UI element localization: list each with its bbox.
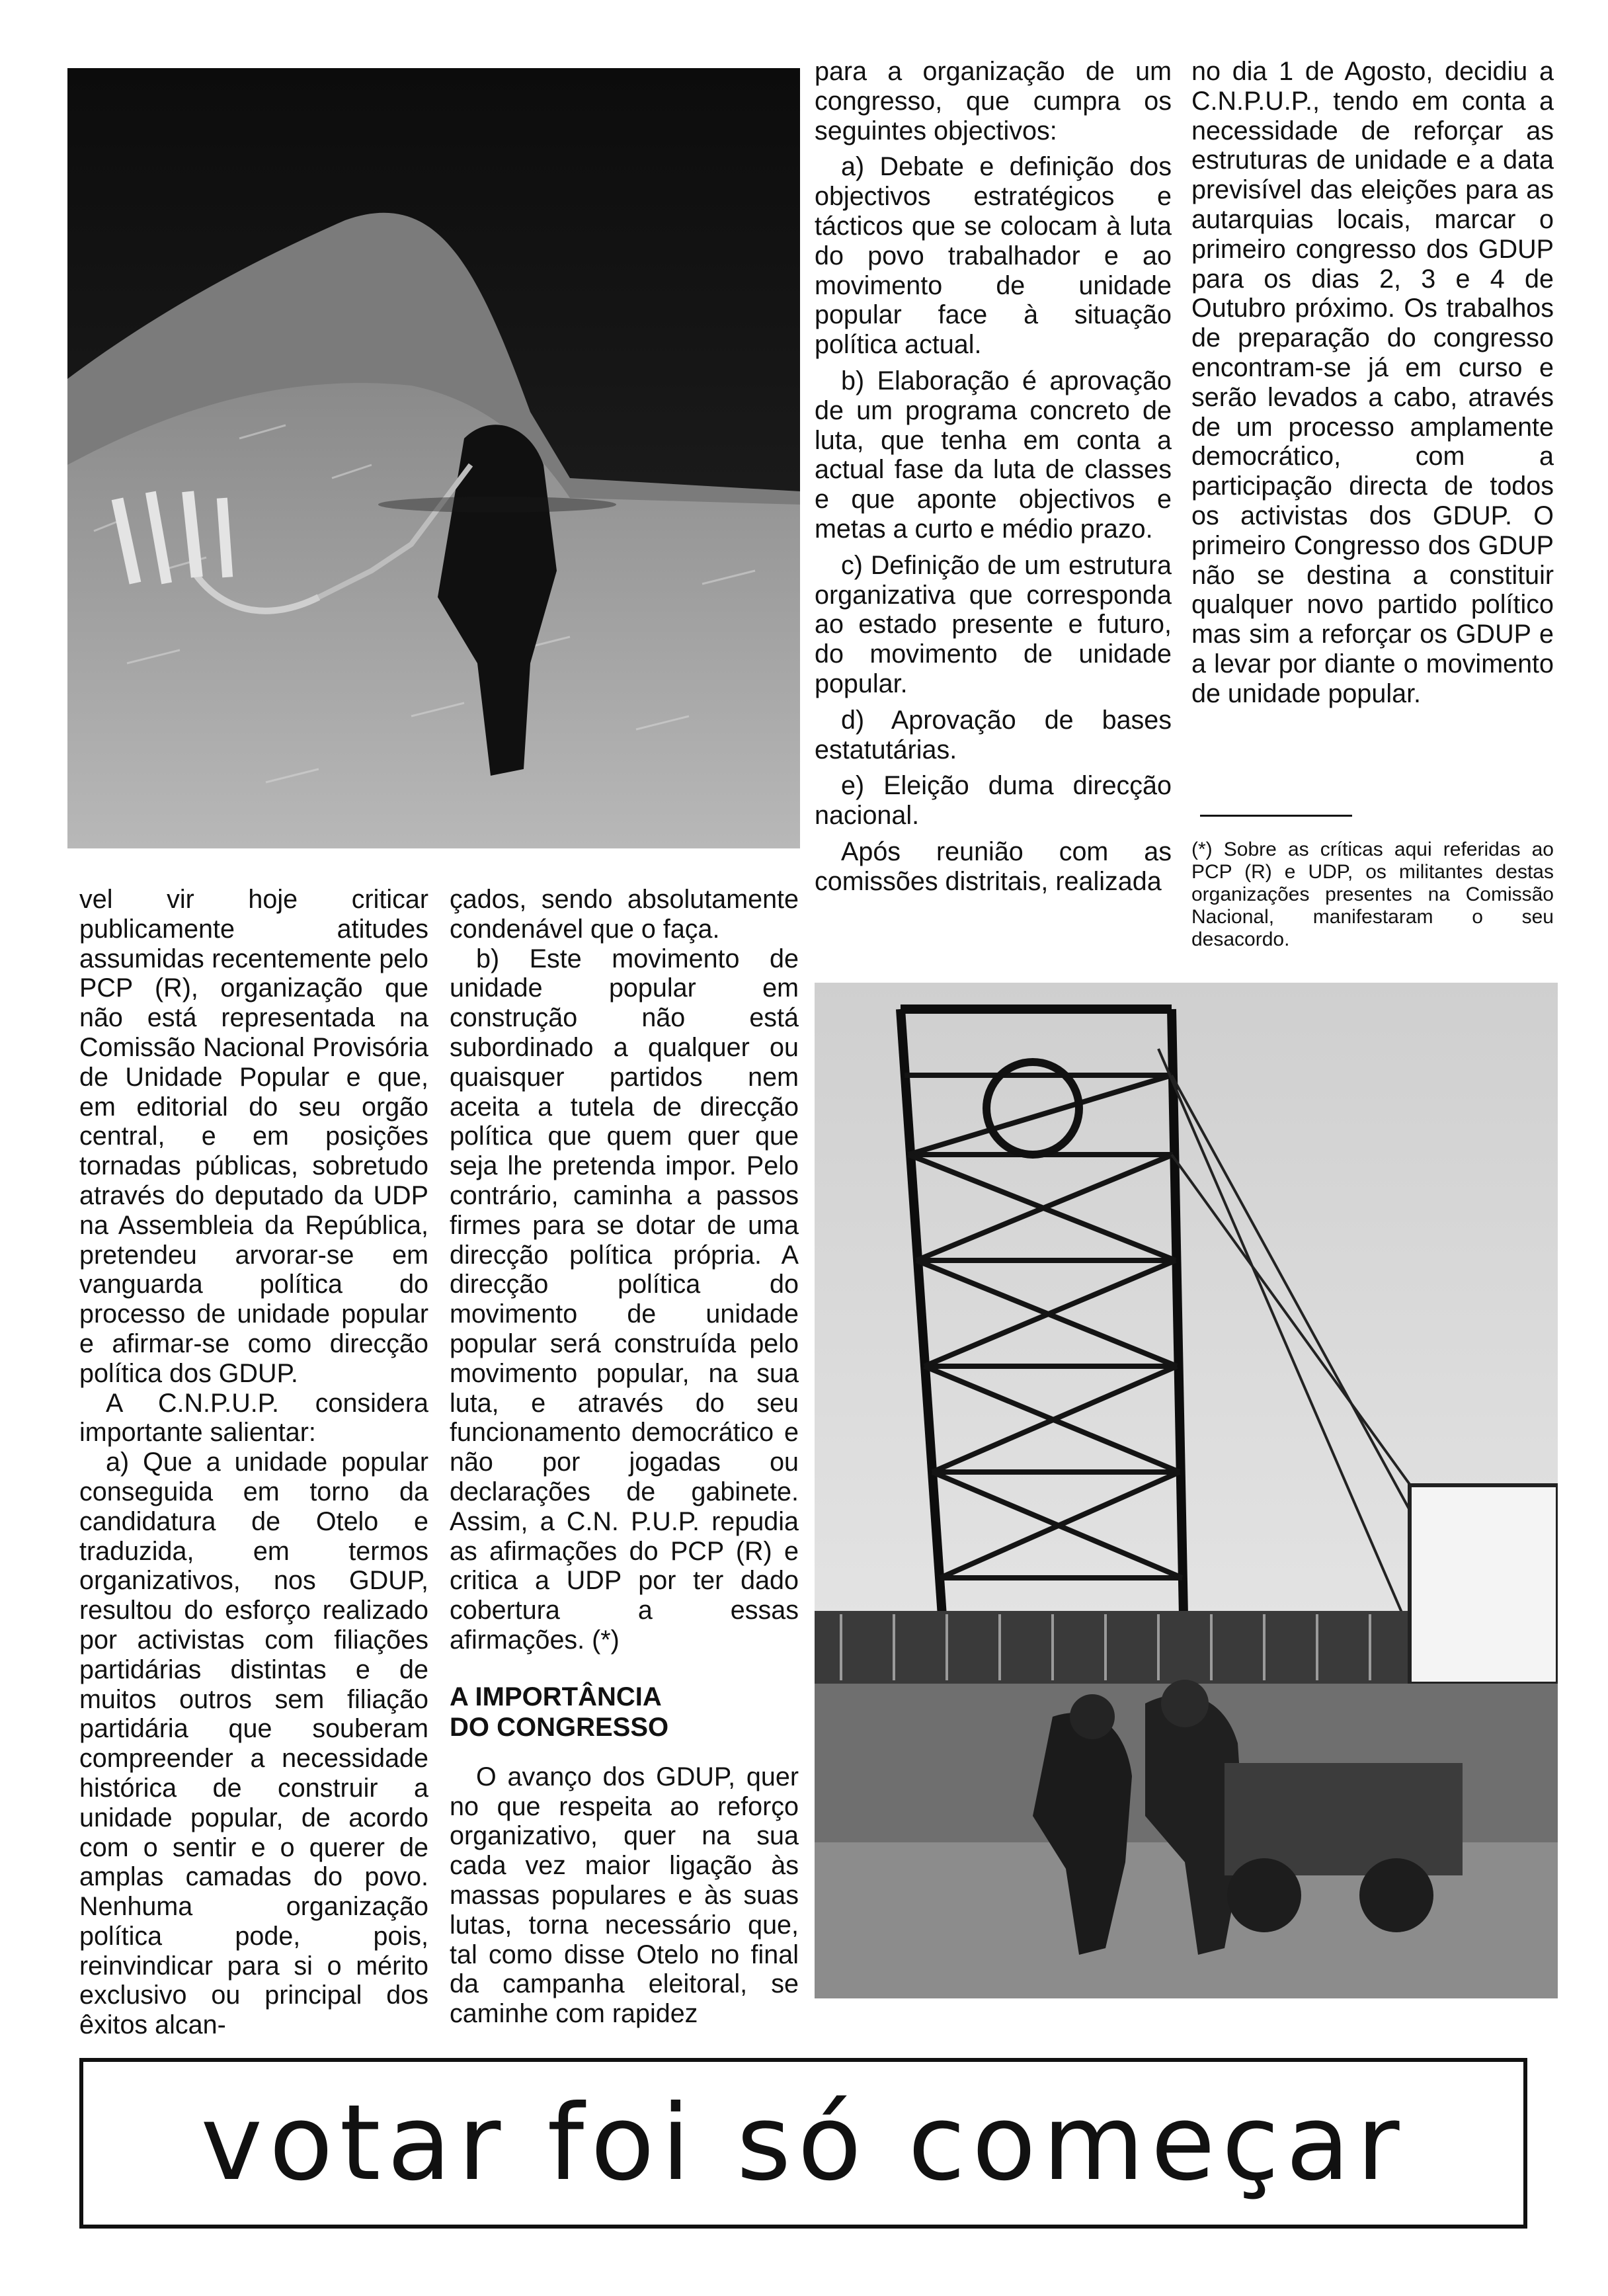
section-heading bbox=[450, 1682, 799, 1742]
mine-headframe-photo bbox=[815, 983, 1558, 1998]
paragraph: vel vir hoje criticar publicamente atitudes assumidas recentemente pelo PCP (R), organização que não está representada na Comissão Nacional Provisória de Unidade Popular e que, em editorial do seu orgão central, e em posições tornadas públicas, sobretudo através do deputado da UDP na Assembleia da República, pretendeu arvorar-se em vanguarda política do processo de unidade popular e afirmar-se como direcção política dos GDUP. bbox=[79, 885, 428, 1388]
paragraph: para a organização de um congresso, que cumpra os seguintes objectivos: bbox=[815, 57, 1172, 145]
footnote: (*) Sobre as críticas aqui referidas ao PCP (R) e UDP, os militantes destas organizações presentes na Comissão Nacional, manifestaram o seu desacordo. bbox=[1191, 839, 1554, 950]
slogan-text: votar foi só começar bbox=[200, 2082, 1406, 2204]
objective-a: a) Debate e definição dos objectivos estratégicos e tácticos que se colocam à luta do povo trabalhador e ao movimento de unidade popular face à situação política actual. bbox=[815, 152, 1172, 360]
article-column-4-top bbox=[1191, 57, 1554, 709]
section-heading-line-1: A IMPORTÂNCIA bbox=[450, 1682, 662, 1711]
objective-b: b) Elaboração é aprovação de um programa concreto de luta, que tenha em conta a actual fase da luta de classes e que aponte objectivos e metas a curto e médio prazo. bbox=[815, 366, 1172, 544]
paragraph: Após reunião com as comissões distritais, realizada bbox=[815, 837, 1172, 896]
paragraph: çados, sendo absolutamente condenável que o faça. bbox=[450, 885, 799, 944]
field-worker-photo bbox=[67, 68, 800, 848]
article-column-1 bbox=[79, 885, 428, 2040]
paragraph: no dia 1 de Agosto, decidiu a C.N.P.U.P., tendo em conta a necessidade de reforçar as estruturas de unidade e a data previsível das eleições para as autarquias locais, marcar o primeiro congresso dos GDUP para os dias 2, 3 e 4 de Outubro próximo. Os trabalhos de preparação do congresso encontram-se já em curso e serão levados a cabo, através de um processo amplamente democrático, com a participação directa de todos os activistas dos GDUP. O primeiro Congresso dos GDUP não se destina a constituir qualquer novo partido político mas sim a reforçar os GDUP e a levar por diante o movimento de unidade popular. bbox=[1191, 57, 1554, 708]
paragraph: A C.N.P.U.P. considera importante salientar: bbox=[79, 1388, 428, 1448]
article-column-3-top bbox=[815, 57, 1172, 897]
objective-c: c) Definição de um estrutura organizativa que corresponda ao estado presente e futuro, do movimento de unidade popular. bbox=[815, 550, 1172, 698]
paragraph: O avanço dos GDUP, quer no que respeita ao reforço organizativo, quer na sua cada vez maior ligação às massas populares e às suas lutas, torna necessário que, tal como disse Otelo no final da campanha eleitoral, se caminhe com rapidez bbox=[450, 1762, 799, 2029]
slogan-banner bbox=[79, 2058, 1527, 2229]
objective-d: d) Aprovação de bases estatutárias. bbox=[815, 705, 1172, 764]
article-column-2 bbox=[450, 885, 799, 2029]
paragraph: b) Este movimento de unidade popular em construção não está subordinado a qualquer ou quaisquer partidos nem aceita a tutela de direcção política que quem quer que seja lhe pretenda impor. Pelo contrário, caminha a passos firmes para se dotar de uma direcção política própria. A direcção política do movimento de unidade popular será construída pelo movimento popular, na sua luta, e através do seu funcionamento democrático e não por jogadas ou declarações de gabinete. Assim, a C.N. P.U.P. repudia as afirmações do PCP (R) e critica a UDP por ter dado cobertura a essas afirmações. (*) bbox=[450, 944, 799, 1655]
footnote-rule bbox=[1200, 815, 1352, 817]
section-heading-line-2: DO CONGRESSO bbox=[450, 1712, 669, 1742]
objective-e: e) Eleição duma direcção nacional. bbox=[815, 771, 1172, 831]
paragraph: a) Que a unidade popular conseguida em torno da candidatura de Otelo e traduzida, em termos organizativos, nos GDUP, resultou do esforço realizado por activistas com filiações partidárias distintas e de muitos outros sem filiação partidária que souberam compreender a necessidade histórica de construir a unidade popular, de acordo com o sentir e o querer de amplas camadas do povo. Nenhuma organização política pode, pois, reinvindicar para si o mérito exclusivo ou principal dos êxitos alcan- bbox=[79, 1448, 428, 2040]
